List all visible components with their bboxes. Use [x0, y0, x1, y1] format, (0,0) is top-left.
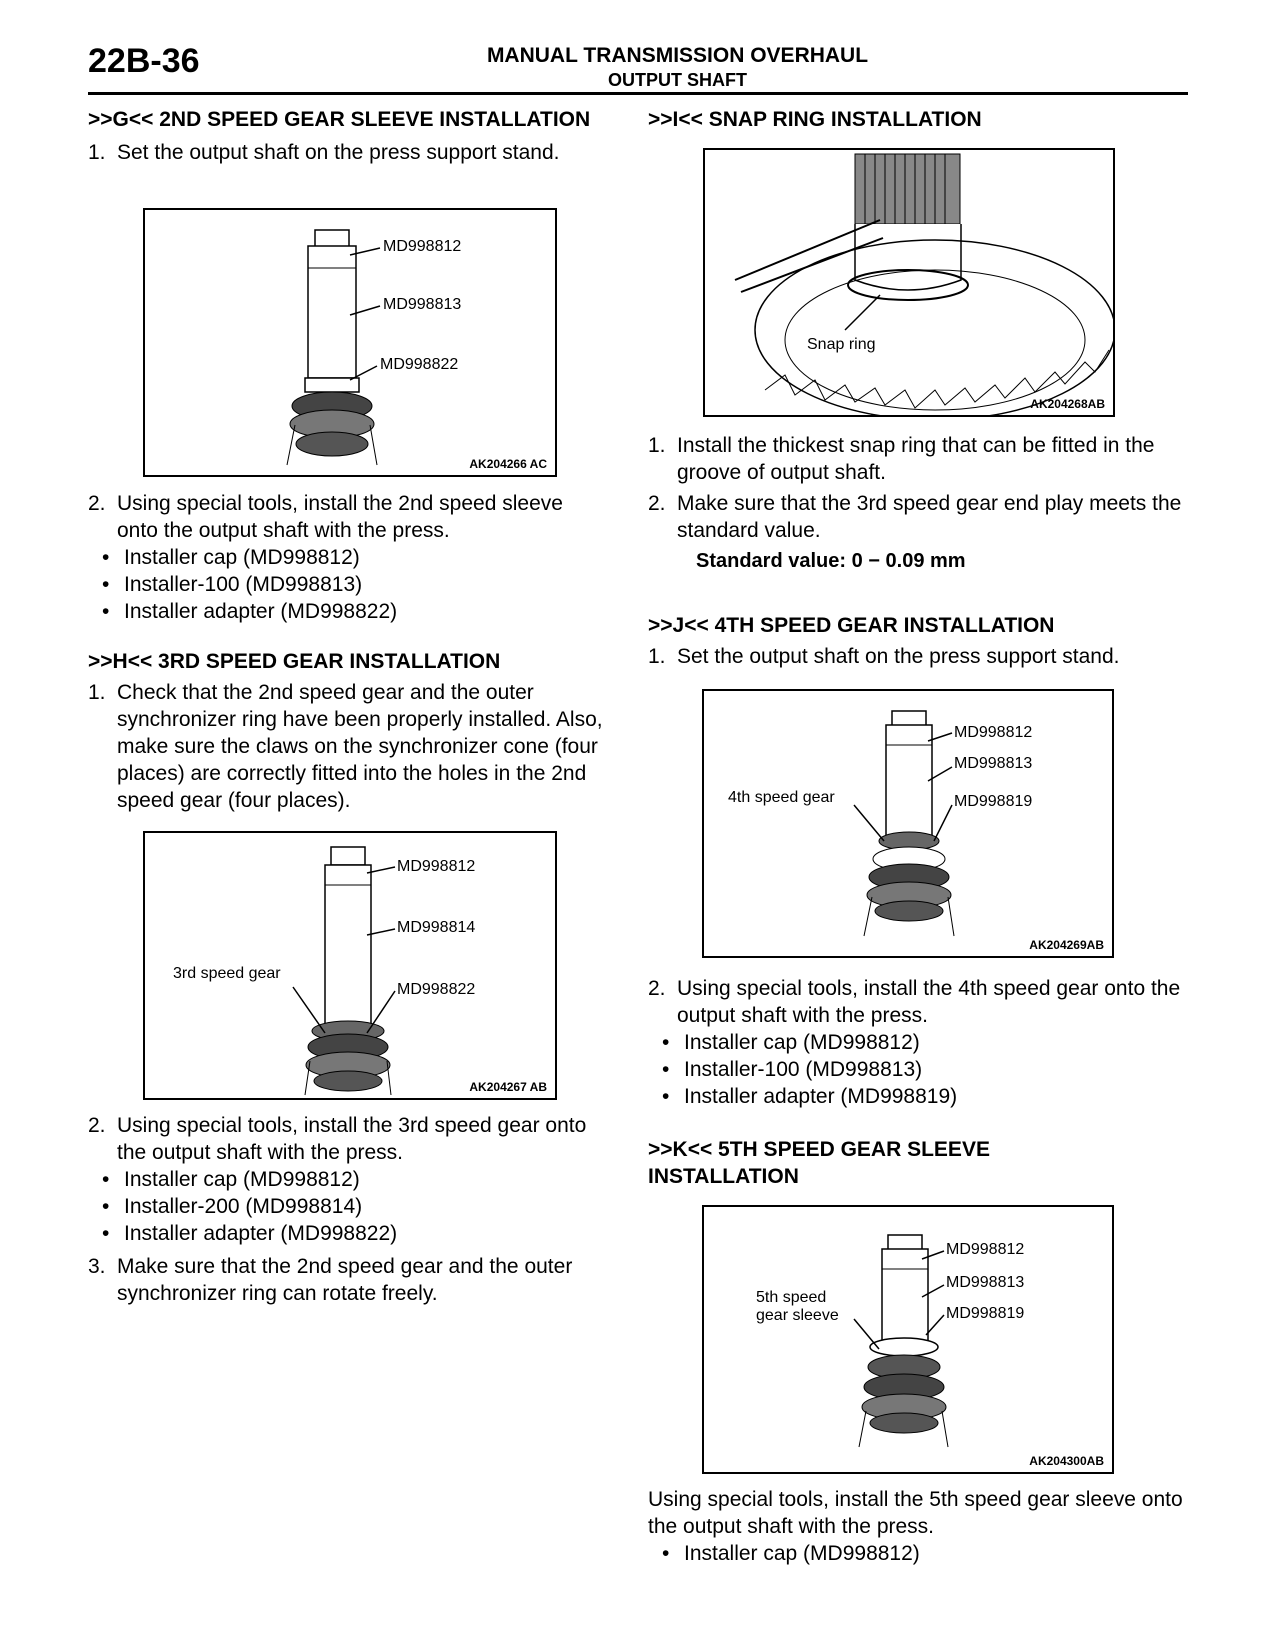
section-j-cont [648, 975, 1188, 1110]
list-item: • Installer-100 (MD998813) [662, 1058, 923, 1081]
section-h-heading: >>H<< 3RD SPEED GEAR INSTALLATION [88, 650, 501, 673]
section-i [648, 106, 1188, 133]
list-item: • Installer-200 (MD998814) [102, 1195, 363, 1218]
list-item: • Installer adapter (MD998822) [102, 600, 398, 623]
figure-ak204268 [703, 148, 1115, 417]
tool-label: MD998812 [383, 238, 462, 255]
tool-label: MD998819 [954, 793, 1033, 810]
section-j-step-2: 2. Using special tools, install the 4th speed gear onto the output shaft with the press. [648, 977, 1181, 1027]
section-h-cont [88, 1112, 608, 1307]
section-h-step-3: 3. Make sure that the 2nd speed gear and the outer synchronizer ring can rotate freely. [88, 1255, 573, 1305]
gear-label: gear sleeve [756, 1307, 839, 1324]
page-subtitle: OUTPUT SHAFT [608, 70, 747, 90]
section-g-step-1: 1. Set the output shaft on the press support stand. [88, 141, 560, 164]
section-h [88, 648, 608, 814]
section-i-cont [648, 432, 1188, 575]
section-k-cont [648, 1486, 1188, 1567]
standard-value: Standard value: 0 − 0.09 mm [696, 550, 966, 572]
section-g-cont [88, 490, 608, 625]
list-item: • Installer cap (MD998812) [662, 1031, 920, 1054]
figure-code: AK204269AB [1029, 938, 1104, 952]
tool-label: MD998812 [946, 1241, 1025, 1258]
section-g-step-2: 2. Using special tools, install the 2nd speed sleeve onto the output shaft with the press. [88, 492, 563, 542]
figure-ak204267 [143, 831, 557, 1100]
section-g-heading: >>G<< 2ND SPEED GEAR SLEEVE INSTALLATION [88, 108, 591, 131]
list-item: • Installer adapter (MD998822) [102, 1222, 398, 1245]
figure-ak204269 [702, 689, 1114, 958]
section-i-heading: >>I<< SNAP RING INSTALLATION [648, 108, 982, 131]
header-rule [88, 92, 1188, 95]
section-i-step-2: 2. Make sure that the 3rd speed gear end play meets the standard value. [648, 492, 1182, 542]
snap-ring-label: Snap ring [807, 336, 876, 353]
list-item: • Installer cap (MD998812) [662, 1542, 920, 1565]
section-k-heading: >>K<< 5TH SPEED GEAR SLEEVE INSTALLATION [648, 1138, 990, 1188]
section-j-heading: >>J<< 4TH SPEED GEAR INSTALLATION [648, 614, 1055, 637]
snap-ring-illustration [705, 150, 1113, 415]
figure-code: AK204266 AC [469, 457, 547, 471]
list-item: • Installer cap (MD998812) [102, 1168, 360, 1191]
tool-label: MD998813 [954, 755, 1033, 772]
list-item: • Installer-100 (MD998813) [102, 573, 363, 596]
section-i-step-1: 1. Install the thickest snap ring that can be fitted in the groove of output shaft. [648, 434, 1155, 484]
figure-code: AK204268AB [1030, 397, 1105, 411]
section-j [648, 612, 1188, 670]
list-item: • Installer cap (MD998812) [102, 546, 360, 569]
figure-code: AK204267 AB [469, 1080, 547, 1094]
figure-ak204300 [702, 1205, 1114, 1474]
section-j-step-1: 1. Set the output shaft on the press support stand. [648, 645, 1120, 668]
section-h-step-2: 2. Using special tools, install the 3rd speed gear onto the output shaft with the press. [88, 1114, 587, 1164]
tool-label: MD998822 [380, 356, 459, 373]
tool-label: MD998814 [397, 919, 476, 936]
tool-label: MD998812 [954, 724, 1033, 741]
figure-code: AK204300AB [1029, 1454, 1104, 1468]
gear-label: 5th speed [756, 1289, 827, 1306]
tool-label: MD998819 [946, 1305, 1025, 1322]
gear-label: 4th speed gear [728, 789, 835, 806]
shaft-press-illustration [704, 691, 1112, 956]
section-k [648, 1136, 1068, 1190]
tool-label: MD998812 [397, 858, 476, 875]
section-k-text: Using special tools, install the 5th speed gear sleeve onto the output shaft with the press. [648, 1488, 1183, 1538]
section-g [88, 106, 608, 166]
list-item: • Installer adapter (MD998819) [662, 1085, 958, 1108]
tool-label: MD998813 [383, 296, 462, 313]
tool-label: MD998822 [397, 981, 476, 998]
gear-label: 3rd speed gear [173, 965, 281, 982]
section-h-step-1: 1. Check that the 2nd speed gear and the outer synchronizer ring have been properly installed. Also, make sure the claws on the synchronizer cone (four places) are correctly fitted into the holes in the 2nd speed gear (four places). [88, 681, 603, 812]
shaft-press-illustration [145, 210, 555, 475]
tool-label: MD998813 [946, 1274, 1025, 1291]
figure-ak204266 [143, 208, 557, 477]
page-number: 22B-36 [88, 42, 200, 80]
page-title: MANUAL TRANSMISSION OVERHAUL [486, 44, 869, 67]
shaft-press-illustration [704, 1207, 1112, 1472]
